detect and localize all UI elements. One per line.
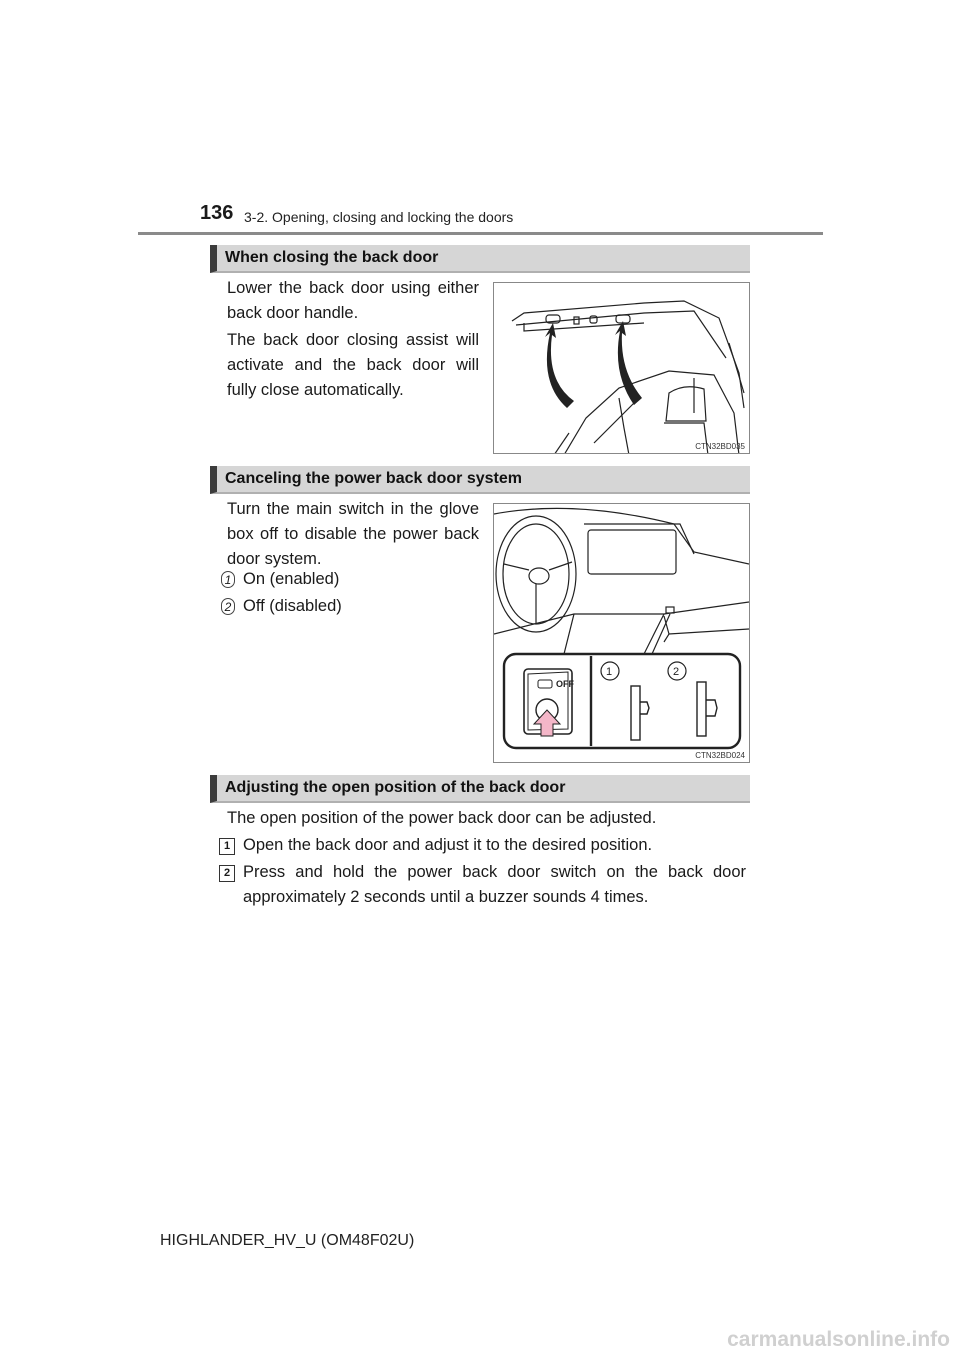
callout-2: 2 (673, 666, 680, 678)
section-title: When closing the back door (225, 249, 439, 266)
header-divider (138, 232, 823, 235)
closing-paragraph-2: The back door closing assist will activate and the back door will fully close automatically. (227, 331, 479, 399)
cancel-paragraph: Turn the main switch in the glove box off to disable the power back door system. (227, 500, 479, 568)
watermark: carmanualsonline.info (727, 1328, 950, 1351)
section-heading-closing (210, 245, 750, 273)
back-door-illustration (494, 283, 750, 454)
item-number-2: 2 (221, 598, 235, 615)
section-title: Adjusting the open position of the back door (225, 779, 566, 796)
item-text-off: Off (disabled) (243, 597, 342, 615)
chapter-title: 3-2. Opening, closing and locking the doors (244, 209, 514, 225)
figure-main-switch (493, 503, 750, 763)
adjust-intro: The open position of the power back door can be adjusted. (227, 809, 657, 827)
footer-model: HIGHLANDER_HV_U (OM48F02U) (160, 1232, 415, 1249)
item-text-on: On (enabled) (243, 570, 340, 588)
closing-paragraph-1: Lower the back door using either back door handle. (227, 279, 479, 322)
figure-code: CTN32BD024 (695, 751, 745, 760)
switch-off-label: OFF (556, 679, 574, 689)
section-heading-adjust (210, 775, 750, 803)
item-number-1: 1 (221, 571, 235, 588)
step-number-1: 1 (219, 838, 235, 855)
step-number-2: 2 (219, 865, 235, 882)
glove-box-switch-illustration (494, 504, 750, 763)
page-number: 136 (200, 202, 234, 224)
section-title: Canceling the power back door system (225, 470, 522, 487)
step-text-1: Open the back door and adjust it to the desired position. (243, 836, 653, 854)
callout-1: 1 (606, 666, 613, 678)
figure-code: CTN32BD035 (695, 442, 745, 451)
step-text-2: Press and hold the power back door switch on the back door approximately 2 seconds until a buzzer sounds 4 times. (243, 863, 746, 906)
figure-back-door-closing (493, 282, 750, 454)
section-heading-cancel (210, 466, 750, 494)
